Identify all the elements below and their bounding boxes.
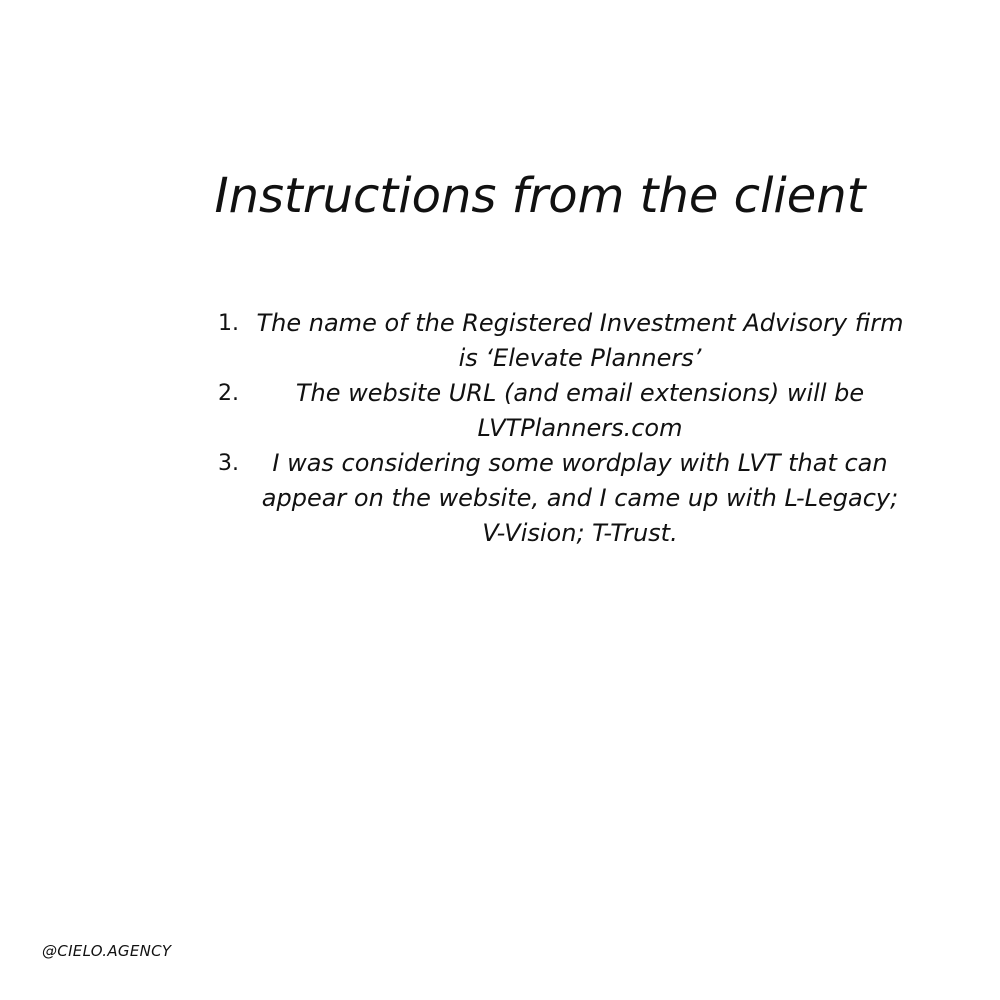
instructions-list [200,306,920,551]
list-item [200,306,920,376]
list-item-text: I was considering some wordplay with LVT that can appear on the website, and I came up with L-Legacy; V-Vision; T-Trust. [261,449,899,547]
list-item [200,376,920,446]
list-item-text: The name of the Registered Investment Advisory firm is ‘Elevate Planners’ [256,309,904,372]
list-item-number: 3. [218,451,239,476]
list-item-number: 1. [218,311,239,336]
page-title: Instructions from the client [214,168,866,224]
list-item [200,446,920,551]
list-item-text: The website URL (and email extensions) will be LVTPlanners.com [295,379,865,442]
list-item-number: 2. [218,381,239,406]
agency-handle: @CIELO.AGENCY [42,942,172,960]
